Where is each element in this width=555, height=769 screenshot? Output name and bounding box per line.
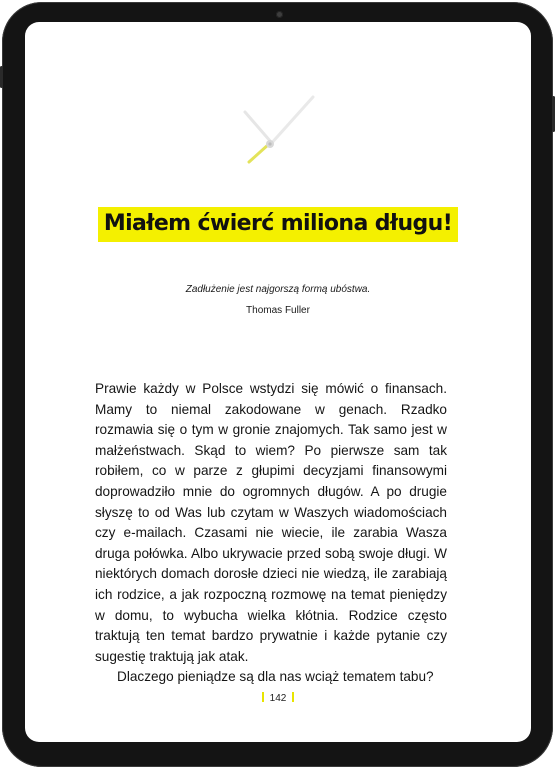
chapter-title: Miałem ćwierć miliona długu! [99, 208, 457, 241]
chapter-body [95, 379, 447, 688]
epigraph-quote: Zadłużenie jest najgorszą formą ubóstwa. [185, 284, 371, 295]
page-number-bar-left [262, 692, 264, 702]
mute-switch [0, 66, 3, 88]
page-number [25, 692, 531, 704]
body-paragraph: Dlaczego pieniądze są dla nas wciąż tematem tabu? [117, 669, 434, 685]
ebook-page [25, 22, 531, 742]
page-number-bar-right [292, 692, 294, 702]
clock-hands-icon [233, 94, 323, 169]
page-number-text: 142 [269, 693, 287, 704]
camera-icon [276, 11, 283, 18]
epigraph-author: Thomas Fuller [246, 305, 310, 316]
body-paragraph: Prawie każdy w Polsce wstydzi się mówić o finansach. Mamy to niemal zakodowane w genach. Rzadko rozmawia się o tym w gronie znajomych. Tak samo jest w małżeństwach. Skąd to wiem? Po pierwsze sam tak robiłem, co w parze z głupimi decyzjami finansowymi doprowadziło mnie do ogromnych długów. A po drugie słyszę to od Was lub czytam w Waszych wiadomościach czy e-mailach. Czasami nie wiecie, ile zarabia Wasza druga połówka. Albo ukrywacie przed sobą swoje długi. W niektórych domach dorosłe dzieci nie wiedzą, ile zarabiają ich rodzice, a jak rozpoczną rozmowę na temat pieniędzy w domu, to wybucha wielka kłótnia. Rodzice często traktują ten temat bardzo prywatnie i każde pytanie czy sugestię traktują jak atak. [95, 381, 447, 664]
chapter-title-wrapper [25, 208, 531, 241]
